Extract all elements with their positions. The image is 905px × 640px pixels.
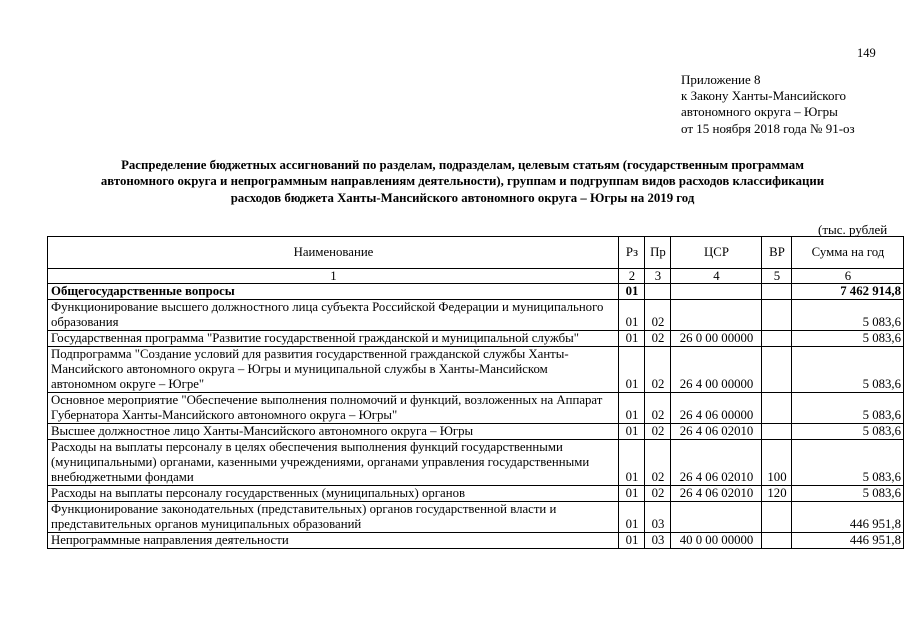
row-sum: 5 083,6 — [792, 440, 904, 486]
row-vr — [762, 424, 792, 440]
column-number: 6 — [792, 269, 904, 284]
row-csr — [671, 502, 762, 533]
row-rz: 01 — [619, 424, 645, 440]
row-rz: 01 — [619, 533, 645, 549]
row-csr: 26 4 06 00000 — [671, 393, 762, 424]
row-sum: 5 083,6 — [792, 331, 904, 347]
row-vr: 100 — [762, 440, 792, 486]
column-number: 5 — [762, 269, 792, 284]
row-pr: 02 — [645, 440, 671, 486]
row-vr — [762, 502, 792, 533]
column-number: 3 — [645, 269, 671, 284]
header-pr: Пр — [645, 237, 671, 269]
row-sum: 5 083,6 — [792, 486, 904, 502]
appendix-line: Приложение 8 — [681, 72, 761, 87]
row-vr — [762, 284, 792, 300]
budget-table — [47, 236, 904, 549]
row-pr: 02 — [645, 300, 671, 331]
table-row — [48, 300, 904, 331]
row-pr: 03 — [645, 533, 671, 549]
row-sum: 446 951,8 — [792, 533, 904, 549]
row-sum: 5 083,6 — [792, 393, 904, 424]
row-sum: 5 083,6 — [792, 424, 904, 440]
row-csr: 26 0 00 00000 — [671, 331, 762, 347]
row-csr: 26 4 06 02010 — [671, 440, 762, 486]
row-name: Подпрограмма "Создание условий для развития государственной гражданской службы Ханты-Мансийского автономного округа – Югры и муниципальной службы в Ханты-Мансийском автономном округе – Югре" — [48, 347, 619, 393]
row-rz: 01 — [619, 440, 645, 486]
table-row — [48, 502, 904, 533]
row-rz: 01 — [619, 284, 645, 300]
row-csr: 26 4 06 02010 — [671, 424, 762, 440]
row-name: Высшее должностное лицо Ханты-Мансийского автономного округа – Югры — [48, 424, 619, 440]
table-row — [48, 347, 904, 393]
header-csr: ЦСР — [671, 237, 762, 269]
table-row — [48, 440, 904, 486]
table-row — [48, 284, 904, 300]
appendix-line: к Закону Ханты-Мансийского — [681, 88, 846, 104]
row-vr — [762, 393, 792, 424]
row-rz: 01 — [619, 331, 645, 347]
page-number: 149 — [857, 46, 876, 60]
row-vr — [762, 347, 792, 393]
row-csr — [671, 300, 762, 331]
table-header-row — [48, 237, 904, 269]
row-name: Общегосударственные вопросы — [48, 284, 619, 300]
row-rz: 01 — [619, 486, 645, 502]
row-name: Непрограммные направления деятельности — [48, 533, 619, 549]
header-sum: Сумма на год — [792, 237, 904, 269]
header-rz: Рз — [619, 237, 645, 269]
column-number-row — [48, 269, 904, 284]
row-vr — [762, 533, 792, 549]
row-vr: 120 — [762, 486, 792, 502]
table-row — [48, 331, 904, 347]
appendix-reference — [681, 72, 855, 137]
column-number: 2 — [619, 269, 645, 284]
row-pr: 02 — [645, 331, 671, 347]
row-sum: 446 951,8 — [792, 502, 904, 533]
row-name: Основное мероприятие "Обеспечение выполнения полномочий и функций, возложенных на Аппарат Губернатора Ханты-Мансийского автономного округа – Югры" — [48, 393, 619, 424]
title-line: расходов бюджета Ханты-Мансийского автономного округа – Югры на 2019 год — [230, 190, 695, 205]
row-csr: 40 0 00 00000 — [671, 533, 762, 549]
row-pr: 02 — [645, 393, 671, 424]
title-line: автономного округа и непрограммным направлениям деятельности), группам и подгруппам видов расходов классификации — [100, 174, 825, 189]
table-row — [48, 486, 904, 502]
row-pr: 02 — [645, 347, 671, 393]
row-csr: 26 4 00 00000 — [671, 347, 762, 393]
row-sum: 7 462 914,8 — [792, 284, 904, 300]
row-name: Функционирование законодательных (представительных) органов государственной власти и представительных органов муниципальных образований — [48, 502, 619, 533]
row-rz: 01 — [619, 300, 645, 331]
row-name: Государственная программа "Развитие государственной гражданской и муниципальной службы" — [48, 331, 619, 347]
row-vr — [762, 331, 792, 347]
row-vr — [762, 300, 792, 331]
row-rz: 01 — [619, 502, 645, 533]
table-row — [48, 424, 904, 440]
row-csr: 26 4 06 02010 — [671, 486, 762, 502]
title-line: Распределение бюджетных ассигнований по разделам, подразделам, целевым статьям (государственным программам — [121, 158, 804, 172]
appendix-line: от 15 ноября 2018 года № 91-оз — [681, 120, 855, 136]
header-vr: ВР — [762, 237, 792, 269]
row-name: Функционирование высшего должностного лица субъекта Российской Федерации и муниципального образования — [48, 300, 619, 331]
row-rz: 01 — [619, 393, 645, 424]
row-sum: 5 083,6 — [792, 347, 904, 393]
header-name: Наименование — [48, 237, 619, 269]
row-pr — [645, 284, 671, 300]
row-name: Расходы на выплаты персоналу в целях обеспечения выполнения функций государственными (муниципальными) органами, казенными учреждениями, органами управления государственными внебюджетными фондами — [48, 440, 619, 486]
row-pr: 02 — [645, 424, 671, 440]
row-sum: 5 083,6 — [792, 300, 904, 331]
unit-note: (тыс. рублей — [818, 222, 888, 237]
row-pr: 02 — [645, 486, 671, 502]
row-pr: 03 — [645, 502, 671, 533]
row-name: Расходы на выплаты персоналу государственных (муниципальных) органов — [48, 486, 619, 502]
row-csr — [671, 284, 762, 300]
appendix-line: автономного округа – Югры — [681, 104, 838, 120]
table-row — [48, 533, 904, 549]
column-number: 4 — [671, 269, 762, 284]
column-number: 1 — [48, 269, 619, 284]
document-title — [40, 157, 885, 206]
table-row — [48, 393, 904, 424]
row-rz: 01 — [619, 347, 645, 393]
